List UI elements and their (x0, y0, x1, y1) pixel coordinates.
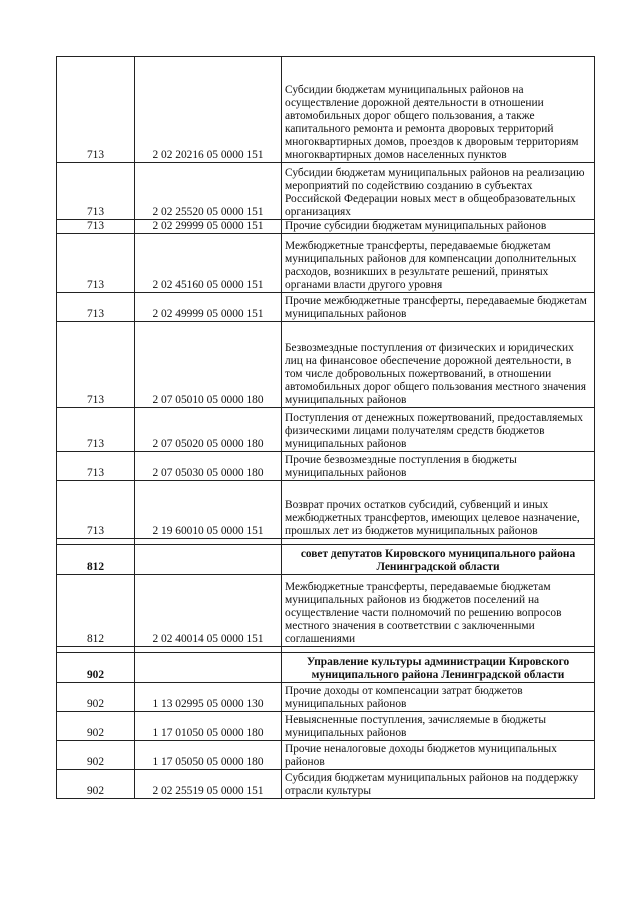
admin-code-cell: 902 (57, 683, 135, 712)
admin-code-cell: 713 (57, 322, 135, 408)
table-row (57, 481, 595, 539)
description-cell: Управление культуры администрации Кировского муниципального района Ленинградской области (282, 653, 595, 683)
admin-code-cell: 713 (57, 452, 135, 481)
section-header-row (57, 545, 595, 575)
description-cell: Межбюджетные трансферты, передаваемые бюджетам муниципальных районов из бюджетов поселений на осуществление части полномочий по решению вопросов местного значения в соответствии с заключенными соглашениями (282, 575, 595, 647)
admin-code-cell: 902 (57, 741, 135, 770)
description-cell: совет депутатов Кировского муниципального района Ленинградской области (282, 545, 595, 575)
revenue-code-cell: 2 02 20216 05 0000 151 (135, 57, 282, 163)
table-row (57, 57, 595, 163)
revenue-code-cell: 1 17 01050 05 0000 180 (135, 712, 282, 741)
revenue-code-cell: 2 02 29999 05 0000 151 (135, 220, 282, 234)
description-cell: Прочие неналоговые доходы бюджетов муниципальных районов (282, 741, 595, 770)
table-row (57, 770, 595, 799)
revenue-code-cell (135, 653, 282, 683)
admin-code-cell: 713 (57, 408, 135, 452)
admin-code-cell: 902 (57, 712, 135, 741)
revenue-code-cell: 2 19 60010 05 0000 151 (135, 481, 282, 539)
revenue-codes-table (56, 56, 595, 799)
description-cell: Субсидии бюджетам муниципальных районов на осуществление дорожной деятельности в отношении автомобильных дорог общего пользования, а также капитального ремонта и ремонта дворовых территорий многоквартирных домов, проездов к дворовым территориям многоквартирных домов населенных пунктов (282, 57, 595, 163)
description-cell: Прочие межбюджетные трансферты, передаваемые бюджетам муниципальных районов (282, 293, 595, 322)
description-cell: Прочие безвозмездные поступления в бюджеты муниципальных районов (282, 452, 595, 481)
admin-code-cell: 713 (57, 163, 135, 220)
description-cell: Безвозмездные поступления от физических и юридических лиц на финансовое обеспечение дорожной деятельности, в том числе добровольных пожертвований, в отношении автомобильных дорог общего пользования местного значения муниципальных районов (282, 322, 595, 408)
description-cell: Поступления от денежных пожертвований, предоставляемых физическими лицами получателям средств бюджетов муниципальных районов (282, 408, 595, 452)
table-row (57, 683, 595, 712)
admin-code-cell: 713 (57, 293, 135, 322)
description-cell: Невыясненные поступления, зачисляемые в бюджеты муниципальных районов (282, 712, 595, 741)
table-row (57, 234, 595, 293)
table-row (57, 712, 595, 741)
table-row (57, 163, 595, 220)
revenue-code-cell: 2 02 49999 05 0000 151 (135, 293, 282, 322)
admin-code-cell: 812 (57, 545, 135, 575)
revenue-code-cell: 2 07 05010 05 0000 180 (135, 322, 282, 408)
revenue-code-cell: 2 07 05030 05 0000 180 (135, 452, 282, 481)
revenue-code-cell: 2 07 05020 05 0000 180 (135, 408, 282, 452)
admin-code-cell: 713 (57, 234, 135, 293)
description-cell: Субсидия бюджетам муниципальных районов на поддержку отрасли культуры (282, 770, 595, 799)
admin-code-cell: 812 (57, 575, 135, 647)
table-row (57, 322, 595, 408)
revenue-code-cell: 1 13 02995 05 0000 130 (135, 683, 282, 712)
admin-code-cell: 713 (57, 57, 135, 163)
revenue-code-cell: 2 02 25520 05 0000 151 (135, 163, 282, 220)
description-cell: Прочие субсидии бюджетам муниципальных районов (282, 220, 595, 234)
table-row (57, 452, 595, 481)
description-cell: Прочие доходы от компенсации затрат бюджетов муниципальных районов (282, 683, 595, 712)
revenue-code-cell: 2 02 40014 05 0000 151 (135, 575, 282, 647)
description-cell: Субсидии бюджетам муниципальных районов на реализацию мероприятий по содействию созданию в субъектах Российской Федерации новых мест в общеобразовательных организациях (282, 163, 595, 220)
revenue-code-cell: 1 17 05050 05 0000 180 (135, 741, 282, 770)
admin-code-cell: 713 (57, 481, 135, 539)
admin-code-cell: 902 (57, 770, 135, 799)
table-row (57, 293, 595, 322)
description-cell: Возврат прочих остатков субсидий, субвенций и иных межбюджетных трансфертов, имеющих целевое назначение, прошлых лет из бюджетов муниципальных районов (282, 481, 595, 539)
revenue-code-cell: 2 02 25519 05 0000 151 (135, 770, 282, 799)
description-cell: Межбюджетные трансферты, передаваемые бюджетам муниципальных районов для компенсации дополнительных расходов, возникших в результате решений, принятых органами власти другого уровня (282, 234, 595, 293)
admin-code-cell: 902 (57, 653, 135, 683)
revenue-code-cell (135, 545, 282, 575)
table-row (57, 408, 595, 452)
table-body (57, 57, 595, 799)
admin-code-cell: 713 (57, 220, 135, 234)
table-row (57, 741, 595, 770)
table-row (57, 575, 595, 647)
section-header-row (57, 653, 595, 683)
table-row (57, 220, 595, 234)
revenue-code-cell: 2 02 45160 05 0000 151 (135, 234, 282, 293)
